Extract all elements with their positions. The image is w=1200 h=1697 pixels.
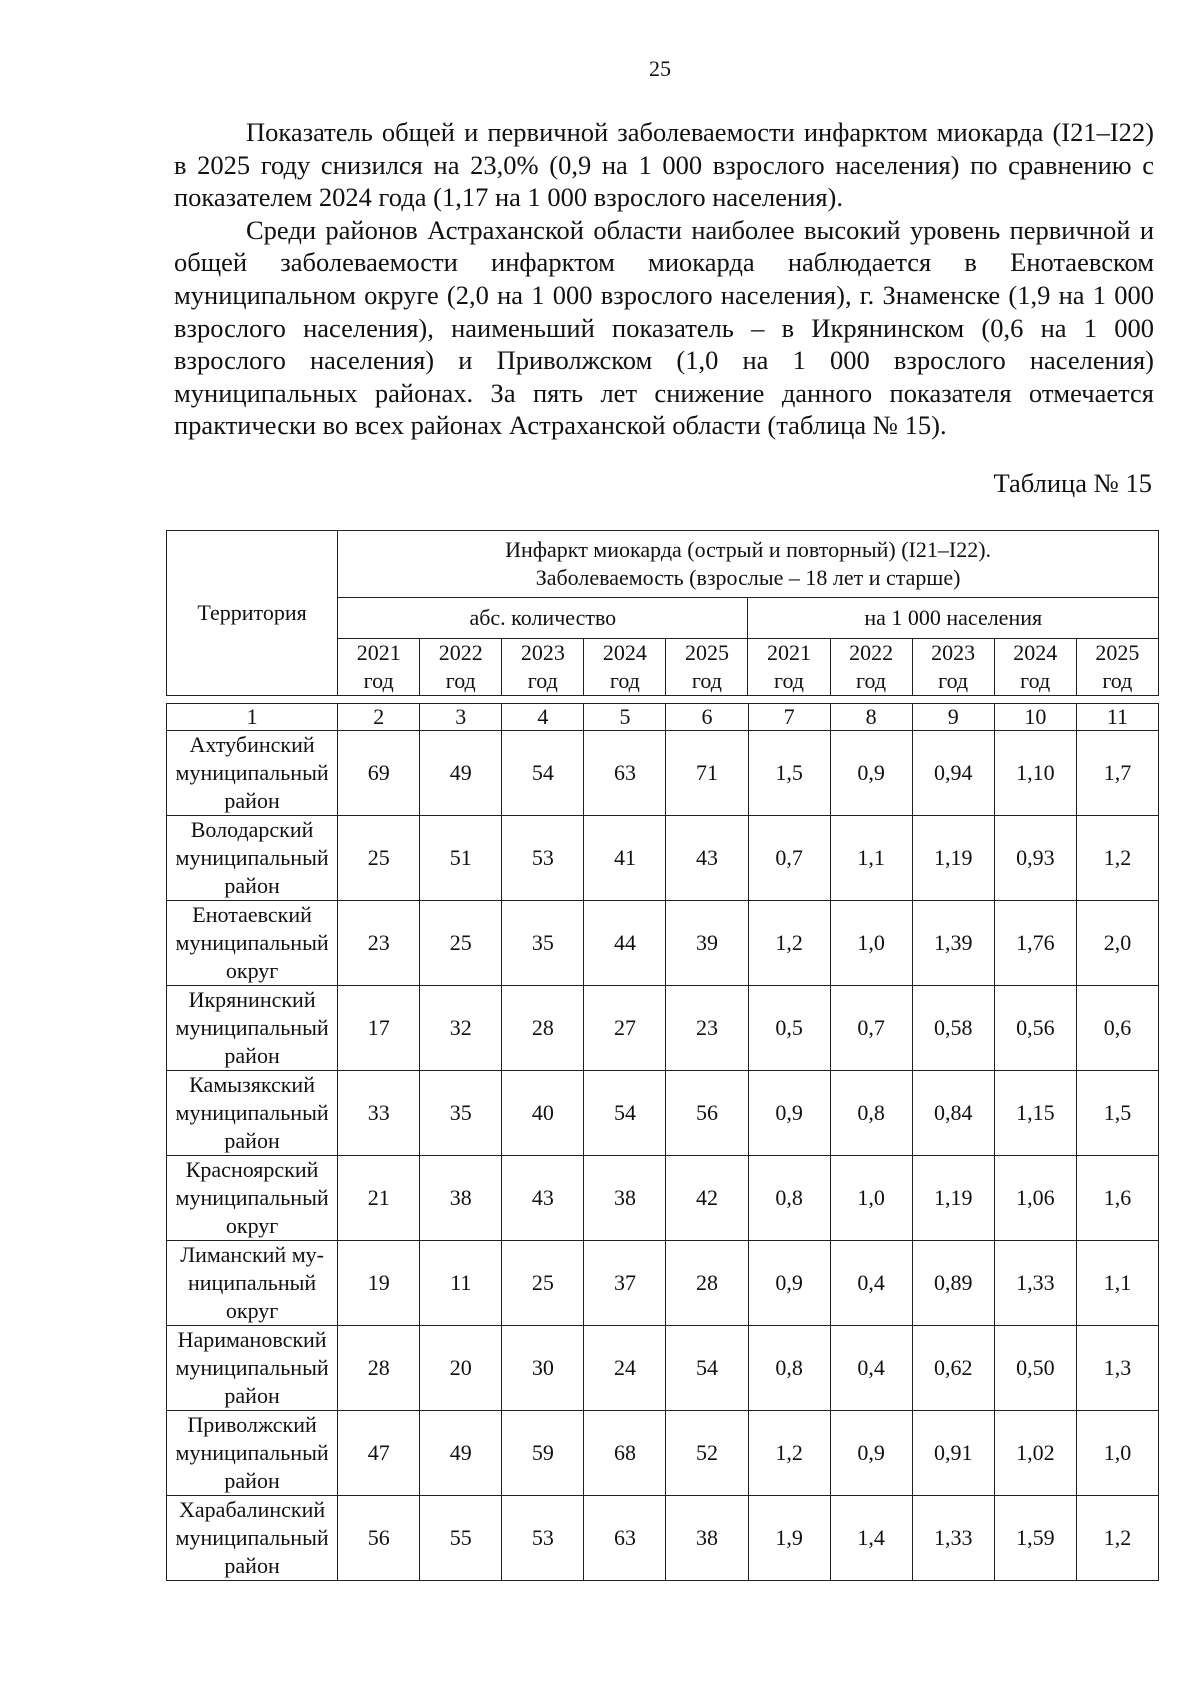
year-header bbox=[912, 639, 994, 696]
value-cell: 24 bbox=[584, 1326, 666, 1411]
value-cell: 28 bbox=[338, 1326, 420, 1411]
territory-cell bbox=[167, 1241, 338, 1326]
value-cell: 55 bbox=[420, 1496, 502, 1581]
main-header bbox=[338, 531, 1159, 598]
value-cell: 52 bbox=[666, 1411, 748, 1496]
value-cell: 0,8 bbox=[748, 1156, 830, 1241]
value-cell: 1,33 bbox=[994, 1241, 1076, 1326]
table-row bbox=[167, 1496, 1159, 1581]
year-header bbox=[420, 639, 502, 696]
year-word: год bbox=[445, 668, 476, 693]
year-value: 2023 bbox=[520, 640, 565, 665]
value-cell: 1,6 bbox=[1076, 1156, 1158, 1241]
table-row bbox=[167, 816, 1159, 901]
value-cell: 1,5 bbox=[1076, 1071, 1158, 1156]
value-cell: 0,9 bbox=[830, 1411, 912, 1496]
value-cell: 0,50 bbox=[994, 1326, 1076, 1411]
territory-line: муниципальный bbox=[175, 1015, 329, 1040]
value-cell: 0,4 bbox=[830, 1326, 912, 1411]
value-cell: 1,2 bbox=[748, 1411, 830, 1496]
value-cell: 0,62 bbox=[912, 1326, 994, 1411]
value-cell: 33 bbox=[338, 1071, 420, 1156]
value-cell: 1,2 bbox=[1076, 816, 1158, 901]
value-cell: 28 bbox=[666, 1241, 748, 1326]
territory-line: округ bbox=[225, 1298, 279, 1323]
territory-line: Енотаевский bbox=[192, 902, 312, 927]
value-cell: 0,94 bbox=[912, 731, 994, 816]
year-value: 2022 bbox=[849, 640, 894, 665]
value-cell: 59 bbox=[502, 1411, 584, 1496]
territory-line: муниципальный bbox=[175, 845, 329, 870]
value-cell: 35 bbox=[502, 901, 584, 986]
value-cell: 1,1 bbox=[830, 816, 912, 901]
value-cell: 0,58 bbox=[912, 986, 994, 1071]
column-number: 8 bbox=[830, 704, 912, 731]
value-cell: 37 bbox=[584, 1241, 666, 1326]
value-cell: 0,9 bbox=[748, 1241, 830, 1326]
value-cell: 25 bbox=[338, 816, 420, 901]
value-cell: 17 bbox=[338, 986, 420, 1071]
territory-line: муниципальный bbox=[175, 1525, 329, 1550]
year-word: год bbox=[1102, 668, 1133, 693]
territory-line: Приволжский bbox=[187, 1412, 317, 1437]
group-header-rate: на 1 000 населения bbox=[748, 598, 1159, 639]
value-cell: 1,19 bbox=[912, 1156, 994, 1241]
value-cell: 0,8 bbox=[830, 1071, 912, 1156]
value-cell: 1,33 bbox=[912, 1496, 994, 1581]
value-cell: 43 bbox=[502, 1156, 584, 1241]
paragraph: Показатель общей и первичной заболеваемости инфарктом миокарда (I21–I22) в 2025 году снизился на 23,0% (0,9 на 1 000 взрослого населения) по сравнению с показателем 2024 года (1,17 на 1 000 взрослого населения). bbox=[174, 117, 1154, 213]
data-table bbox=[166, 703, 1159, 1581]
value-cell: 0,89 bbox=[912, 1241, 994, 1326]
main-header-line: Заболеваемость (взрослые – 18 лет и старше) bbox=[535, 565, 961, 590]
year-word: год bbox=[363, 668, 394, 693]
value-cell: 21 bbox=[338, 1156, 420, 1241]
value-cell: 63 bbox=[584, 731, 666, 816]
column-number: 7 bbox=[748, 704, 830, 731]
value-cell: 0,4 bbox=[830, 1241, 912, 1326]
territory-line: Володарский bbox=[190, 817, 314, 842]
value-cell: 38 bbox=[666, 1496, 748, 1581]
territory-cell bbox=[167, 731, 338, 816]
value-cell: 71 bbox=[666, 731, 748, 816]
table-caption: Таблица № 15 bbox=[993, 468, 1152, 498]
territory-line: муниципальный bbox=[175, 1355, 329, 1380]
territory-line: район bbox=[224, 873, 280, 898]
value-cell: 27 bbox=[584, 986, 666, 1071]
year-header bbox=[666, 639, 748, 696]
value-cell: 56 bbox=[338, 1496, 420, 1581]
value-cell: 0,8 bbox=[748, 1326, 830, 1411]
value-cell: 23 bbox=[666, 986, 748, 1071]
territory-cell bbox=[167, 1071, 338, 1156]
main-header-line: Инфаркт миокарда (острый и повторный) (I21–I22). bbox=[505, 537, 992, 562]
value-cell: 69 bbox=[338, 731, 420, 816]
value-cell: 0,7 bbox=[830, 986, 912, 1071]
year-header bbox=[502, 639, 584, 696]
territory-line: район bbox=[224, 1043, 280, 1068]
value-cell: 1,15 bbox=[994, 1071, 1076, 1156]
value-cell: 19 bbox=[338, 1241, 420, 1326]
territory-line: округ bbox=[225, 958, 279, 983]
value-cell: 1,7 bbox=[1076, 731, 1158, 816]
year-value: 2024 bbox=[602, 640, 647, 665]
column-number: 11 bbox=[1076, 704, 1158, 731]
value-cell: 1,59 bbox=[994, 1496, 1076, 1581]
year-word: год bbox=[527, 668, 558, 693]
table-row bbox=[167, 1326, 1159, 1411]
value-cell: 0,56 bbox=[994, 986, 1076, 1071]
territory-line: Камызякский bbox=[189, 1072, 315, 1097]
year-word: год bbox=[691, 668, 722, 693]
table-row bbox=[167, 1241, 1159, 1326]
value-cell: 1,0 bbox=[830, 901, 912, 986]
value-cell: 25 bbox=[420, 901, 502, 986]
territory-line: район bbox=[224, 1383, 280, 1408]
value-cell: 0,5 bbox=[748, 986, 830, 1071]
column-number: 6 bbox=[666, 704, 748, 731]
value-cell: 30 bbox=[502, 1326, 584, 1411]
year-value: 2023 bbox=[931, 640, 976, 665]
column-number: 9 bbox=[912, 704, 994, 731]
value-cell: 53 bbox=[502, 816, 584, 901]
column-number: 3 bbox=[420, 704, 502, 731]
value-cell: 63 bbox=[584, 1496, 666, 1581]
year-value: 2021 bbox=[356, 640, 401, 665]
value-cell: 1,0 bbox=[1076, 1411, 1158, 1496]
value-cell: 40 bbox=[502, 1071, 584, 1156]
value-cell: 0,6 bbox=[1076, 986, 1158, 1071]
year-value: 2024 bbox=[1013, 640, 1058, 665]
territory-line: муниципальный bbox=[175, 1100, 329, 1125]
group-header-abs: абс. количество bbox=[338, 598, 748, 639]
value-cell: 49 bbox=[420, 1411, 502, 1496]
value-cell: 44 bbox=[584, 901, 666, 986]
value-cell: 54 bbox=[584, 1071, 666, 1156]
value-cell: 68 bbox=[584, 1411, 666, 1496]
value-cell: 1,76 bbox=[994, 901, 1076, 986]
territory-line: район bbox=[224, 788, 280, 813]
column-number: 10 bbox=[994, 704, 1076, 731]
value-cell: 56 bbox=[666, 1071, 748, 1156]
value-cell: 1,5 bbox=[748, 731, 830, 816]
year-word: год bbox=[609, 668, 640, 693]
year-header bbox=[994, 639, 1076, 696]
column-number: 1 bbox=[167, 704, 338, 731]
territory-line: Ахтубинский bbox=[189, 732, 315, 757]
value-cell: 53 bbox=[502, 1496, 584, 1581]
value-cell: 0,9 bbox=[830, 731, 912, 816]
column-number: 4 bbox=[502, 704, 584, 731]
column-number-row bbox=[167, 704, 1159, 731]
territory-line: Лиманский му- bbox=[180, 1242, 324, 1267]
value-cell: 1,9 bbox=[748, 1496, 830, 1581]
page-number: 25 bbox=[649, 56, 671, 81]
value-cell: 1,02 bbox=[994, 1411, 1076, 1496]
value-cell: 1,2 bbox=[748, 901, 830, 986]
territory-cell bbox=[167, 986, 338, 1071]
value-cell: 38 bbox=[420, 1156, 502, 1241]
value-cell: 25 bbox=[502, 1241, 584, 1326]
value-cell: 54 bbox=[666, 1326, 748, 1411]
value-cell: 1,0 bbox=[830, 1156, 912, 1241]
value-cell: 38 bbox=[584, 1156, 666, 1241]
value-cell: 0,91 bbox=[912, 1411, 994, 1496]
value-cell: 51 bbox=[420, 816, 502, 901]
territory-line: Наримановский bbox=[177, 1327, 327, 1352]
value-cell: 1,06 bbox=[994, 1156, 1076, 1241]
body-text bbox=[174, 116, 1154, 442]
territory-cell bbox=[167, 816, 338, 901]
territory-line: район bbox=[224, 1553, 280, 1578]
paragraph: Среди районов Астраханской области наиболее высокий уровень первичной и общей заболеваемости инфарктом миокарда наблюдается в Енотаевском муниципальном округе (2,0 на 1 000 взрослого населения), г. Знаменске (1,9 на 1 000 взрослого населения), наименьший показатель – в Икрянинском (0,6 на 1 000 взрослого населения) и Приволжском (1,0 на 1 000 взрослого населения) муниципальных районах. За пять лет снижение данного показателя отмечается практически во всех районах Астраханской области (таблица № 15). bbox=[174, 214, 1154, 441]
territory-cell bbox=[167, 1326, 338, 1411]
value-cell: 1,4 bbox=[830, 1496, 912, 1581]
territory-line: муниципальный bbox=[175, 760, 329, 785]
table-row bbox=[167, 901, 1159, 986]
territory-line: Икрянинский bbox=[188, 987, 316, 1012]
table-header bbox=[166, 530, 1159, 696]
year-value: 2025 bbox=[684, 640, 729, 665]
territory-line: округ bbox=[225, 1213, 279, 1238]
value-cell: 20 bbox=[420, 1326, 502, 1411]
value-cell: 47 bbox=[338, 1411, 420, 1496]
column-number: 2 bbox=[338, 704, 420, 731]
year-header bbox=[1076, 639, 1158, 696]
value-cell: 1,19 bbox=[912, 816, 994, 901]
territory-cell bbox=[167, 1496, 338, 1581]
territory-line: муниципальный bbox=[175, 1185, 329, 1210]
territory-line: район bbox=[224, 1128, 280, 1153]
value-cell: 23 bbox=[338, 901, 420, 986]
value-cell: 1,10 bbox=[994, 731, 1076, 816]
value-cell: 2,0 bbox=[1076, 901, 1158, 986]
year-word: год bbox=[938, 668, 969, 693]
territory-line: муниципальный bbox=[175, 1440, 329, 1465]
value-cell: 42 bbox=[666, 1156, 748, 1241]
value-cell: 1,3 bbox=[1076, 1326, 1158, 1411]
year-value: 2022 bbox=[438, 640, 483, 665]
value-cell: 43 bbox=[666, 816, 748, 901]
year-header bbox=[830, 639, 912, 696]
territory-cell bbox=[167, 1156, 338, 1241]
value-cell: 28 bbox=[502, 986, 584, 1071]
value-cell: 32 bbox=[420, 986, 502, 1071]
territory-cell bbox=[167, 901, 338, 986]
value-cell: 49 bbox=[420, 731, 502, 816]
year-header bbox=[338, 639, 420, 696]
value-cell: 1,1 bbox=[1076, 1241, 1158, 1326]
year-header bbox=[748, 639, 830, 696]
value-cell: 0,93 bbox=[994, 816, 1076, 901]
value-cell: 41 bbox=[584, 816, 666, 901]
table-row bbox=[167, 986, 1159, 1071]
table-row bbox=[167, 1156, 1159, 1241]
table-row bbox=[167, 1411, 1159, 1496]
value-cell: 0,84 bbox=[912, 1071, 994, 1156]
year-word: год bbox=[856, 668, 887, 693]
table-row bbox=[167, 1071, 1159, 1156]
year-header bbox=[584, 639, 666, 696]
territory-cell bbox=[167, 1411, 338, 1496]
year-word: год bbox=[773, 668, 805, 693]
year-value: 2025 bbox=[1095, 640, 1140, 665]
year-word: год bbox=[1020, 668, 1051, 693]
territory-line: Красноярский bbox=[185, 1157, 319, 1182]
value-cell: 54 bbox=[502, 731, 584, 816]
value-cell: 0,9 bbox=[748, 1071, 830, 1156]
table-row bbox=[167, 731, 1159, 816]
value-cell: 1,39 bbox=[912, 901, 994, 986]
value-cell: 11 bbox=[420, 1241, 502, 1326]
territory-line: ниципальный bbox=[188, 1270, 317, 1295]
territory-line: муниципальный bbox=[175, 930, 329, 955]
territory-header: Территория bbox=[167, 531, 338, 696]
year-value: 2021 bbox=[767, 640, 811, 665]
column-number: 5 bbox=[584, 704, 666, 731]
value-cell: 35 bbox=[420, 1071, 502, 1156]
value-cell: 1,2 bbox=[1076, 1496, 1158, 1581]
territory-line: Харабалинский bbox=[179, 1497, 326, 1522]
territory-line: район bbox=[224, 1468, 280, 1493]
value-cell: 39 bbox=[666, 901, 748, 986]
value-cell: 0,7 bbox=[748, 816, 830, 901]
